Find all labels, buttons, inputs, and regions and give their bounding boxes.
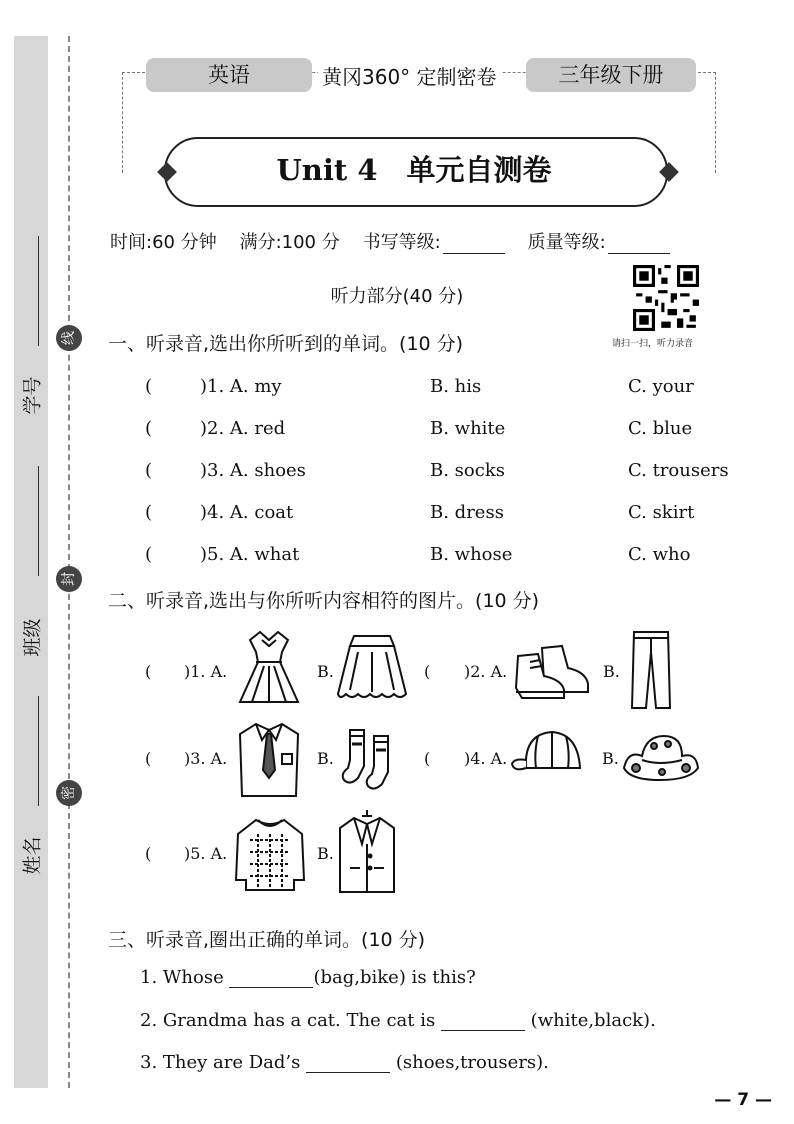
s3-q1-options[interactable]: (bag,bike) is this? bbox=[313, 967, 476, 988]
section1-heading: 一、听录音,选出你所听到的单词。(10 分) bbox=[108, 333, 464, 355]
s1-paren[interactable]: ( bbox=[145, 502, 153, 523]
subject-pill: 英语 bbox=[146, 58, 312, 92]
seal-line: 线 bbox=[56, 325, 82, 351]
seal-seal: 封 bbox=[56, 566, 82, 592]
class-label: 班级 bbox=[21, 618, 44, 657]
s2-paren[interactable]: ( bbox=[145, 844, 152, 863]
s2-q5-a-label: )5. A. bbox=[184, 844, 228, 863]
binding-strip bbox=[14, 36, 48, 1088]
s2-q2-b-label: B. bbox=[603, 662, 620, 681]
s1-q2-b: B. white bbox=[430, 418, 506, 439]
s1-q5-a: )5. A. what bbox=[200, 544, 300, 565]
exam-info bbox=[110, 228, 670, 254]
name-line bbox=[38, 696, 39, 806]
s1-paren[interactable]: ( bbox=[145, 544, 153, 565]
s1-paren[interactable]: ( bbox=[145, 376, 153, 397]
dress-icon[interactable] bbox=[236, 628, 302, 708]
sweater-icon[interactable] bbox=[232, 814, 308, 894]
quality-grade-blank[interactable] bbox=[608, 235, 670, 254]
section2-heading: 二、听录音,选出与你所听内容相符的图片。(10 分) bbox=[108, 590, 540, 612]
listening-heading: 听力部分(40 分) bbox=[330, 286, 464, 307]
qr-code-icon[interactable] bbox=[633, 265, 699, 331]
s2-q1-a-label: )1. A. bbox=[184, 662, 228, 681]
s1-q3-a: )3. A. shoes bbox=[200, 460, 306, 481]
s1-q1-b: B. his bbox=[430, 376, 482, 397]
page-title: Unit 4 单元自测卷 bbox=[276, 153, 552, 187]
trousers-icon[interactable] bbox=[628, 628, 674, 712]
s3-q3 bbox=[140, 1052, 549, 1073]
s3-q2 bbox=[140, 1010, 656, 1031]
s3-q1 bbox=[140, 967, 476, 988]
s2-paren[interactable]: ( bbox=[424, 749, 431, 768]
skirt-icon[interactable] bbox=[334, 632, 410, 704]
s2-paren[interactable]: ( bbox=[145, 749, 152, 768]
s3-q1-text: 1. Whose bbox=[140, 967, 224, 988]
socks-icon[interactable] bbox=[338, 726, 402, 794]
s1-q1-c: C. your bbox=[628, 376, 694, 397]
s2-q3-b-label: B. bbox=[317, 749, 334, 768]
s2-q5-b-label: B. bbox=[317, 844, 334, 863]
s1-q4-c: C. skirt bbox=[628, 502, 695, 523]
s1-q4-a: )4. A. coat bbox=[200, 502, 294, 523]
s1-q5-c: C. who bbox=[628, 544, 691, 565]
grade-pill: 三年级下册 bbox=[526, 58, 696, 92]
s2-paren[interactable]: ( bbox=[424, 662, 431, 681]
s1-paren[interactable]: ( bbox=[145, 460, 153, 481]
seal-secret: 密 bbox=[56, 780, 82, 806]
s3-q3-options[interactable]: (shoes,trousers). bbox=[390, 1052, 549, 1073]
cap-icon[interactable] bbox=[510, 728, 584, 780]
s3-q2-text: 2. Grandma has a cat. The cat is bbox=[140, 1010, 436, 1031]
hat-icon[interactable] bbox=[620, 730, 702, 784]
s2-q4-a-label: )4. A. bbox=[464, 749, 508, 768]
s3-q3-text: 3. They are Dad’s bbox=[140, 1052, 301, 1073]
writing-grade-blank[interactable] bbox=[443, 235, 505, 254]
quality-grade-label: 质量等级: bbox=[527, 232, 606, 253]
cut-line bbox=[68, 36, 70, 1088]
s1-paren[interactable]: ( bbox=[145, 418, 153, 439]
s3-q2-blank[interactable] bbox=[441, 1012, 525, 1031]
s3-q1-blank[interactable] bbox=[229, 969, 313, 988]
student-no-label: 学号 bbox=[21, 376, 44, 415]
qr-caption: 请扫一扫，听力录音 bbox=[612, 339, 694, 349]
full-score: 满分:100 分 bbox=[239, 232, 340, 253]
shirt-icon[interactable] bbox=[234, 720, 304, 800]
s2-q4-b-label: B. bbox=[602, 749, 619, 768]
s2-q2-a-label: )2. A. bbox=[464, 662, 508, 681]
s1-q4-b: B. dress bbox=[430, 502, 504, 523]
name-label: 姓名 bbox=[21, 836, 44, 875]
coat-icon[interactable] bbox=[336, 808, 398, 896]
class-line bbox=[38, 466, 39, 576]
series-name: 黄冈360° 定制密卷 bbox=[318, 60, 501, 94]
s2-q3-a-label: )3. A. bbox=[184, 749, 228, 768]
s3-q3-blank[interactable] bbox=[306, 1054, 390, 1073]
s1-q2-c: C. blue bbox=[628, 418, 693, 439]
time-limit: 时间:60 分钟 bbox=[110, 232, 217, 253]
shoes-icon[interactable] bbox=[512, 642, 592, 700]
section3-heading: 三、听录音,圈出正确的单词。(10 分) bbox=[108, 929, 426, 951]
s1-q1-a: )1. A. my bbox=[200, 376, 282, 397]
s3-q2-options[interactable]: (white,black). bbox=[524, 1010, 656, 1031]
s2-paren[interactable]: ( bbox=[145, 662, 152, 681]
s1-q3-b: B. socks bbox=[430, 460, 505, 481]
s1-q2-a: )2. A. red bbox=[200, 418, 286, 439]
s1-q3-c: C. trousers bbox=[628, 460, 729, 481]
s2-q1-b-label: B. bbox=[317, 662, 334, 681]
page-number: — 7 — bbox=[714, 1090, 772, 1110]
s1-q5-b: B. whose bbox=[430, 544, 513, 565]
writing-grade-label: 书写等级: bbox=[362, 232, 441, 253]
